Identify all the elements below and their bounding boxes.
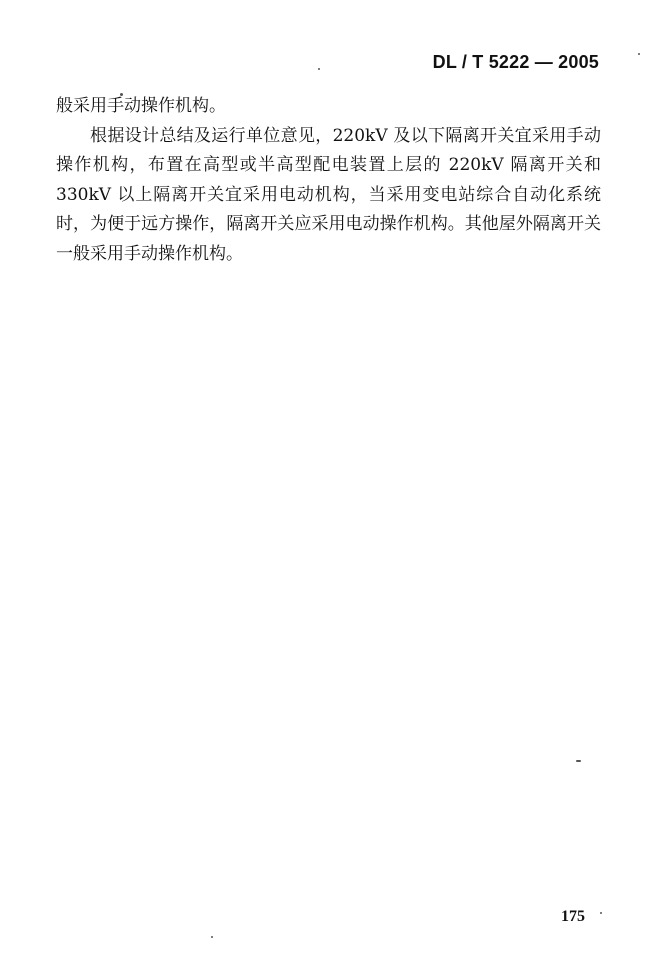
body-text	[56, 92, 601, 269]
standard-number-header: DL / T 5222 — 2005	[432, 52, 599, 72]
scan-speck	[120, 93, 123, 96]
scan-speck	[638, 53, 640, 55]
scan-speck	[576, 760, 581, 762]
paragraph-continuation: 般采用手动操作机构。	[56, 96, 226, 116]
paragraph-main: 根据设计总结及运行单位意见，220kV 及以下隔离开关宜采用手动操作机构，布置在高型或半高型配电装置上层的 220kV 隔离开关和 330kV 以上隔离开关宜采用电动机构，当采用变电站综合自动化系统时，为便于远方操作，隔离开关应采用电动操作机构。其他屋外隔离开关一般采用手动操作机构。	[56, 125, 601, 264]
page-number: 175	[561, 908, 585, 925]
scan-speck	[211, 936, 213, 938]
scan-speck	[318, 68, 320, 70]
scan-speck	[600, 912, 602, 914]
